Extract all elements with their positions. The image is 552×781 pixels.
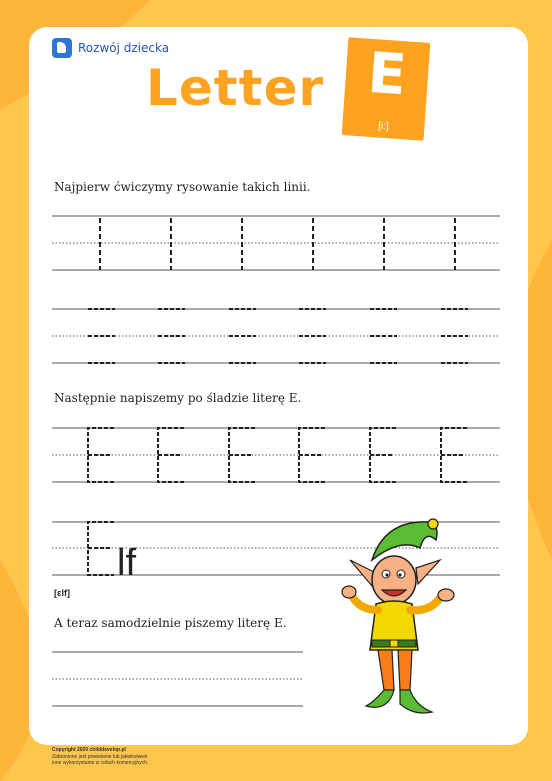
example-word-rest: lf (117, 542, 136, 584)
footer-line3: inne wykorzystanie w celach komercyjnych. (52, 760, 149, 766)
letter-card-letter: E (365, 40, 409, 109)
instruction-step2: Następnie napiszemy po śladzie literę E. (54, 391, 302, 405)
trace-letter-e (229, 428, 255, 482)
brand-name: Rozwój dziecka (78, 41, 170, 55)
instruction-step3: A teraz samodzielnie piszemy literę E. (54, 616, 287, 630)
trace-letter-e-word (88, 522, 114, 575)
example-pronunciation: [ɛlf] (54, 588, 70, 598)
footer-line1: Copyright 2020 childdevelop.pl (52, 747, 126, 753)
trace-letter-e (441, 428, 467, 482)
trace-letter-e (158, 428, 184, 482)
footer-line2: Zabronione jest powielanie lub jakiekolwiek (52, 753, 148, 760)
copyright-footer (52, 747, 148, 767)
letter-card-pronunciation: [i:] (377, 120, 390, 133)
instruction-step1: Najpierw ćwiczymy rysowanie takich linii. (54, 180, 311, 194)
trace-letter-e (299, 428, 325, 482)
trace-letter-e (88, 428, 114, 482)
page-title: Letter (146, 59, 325, 117)
